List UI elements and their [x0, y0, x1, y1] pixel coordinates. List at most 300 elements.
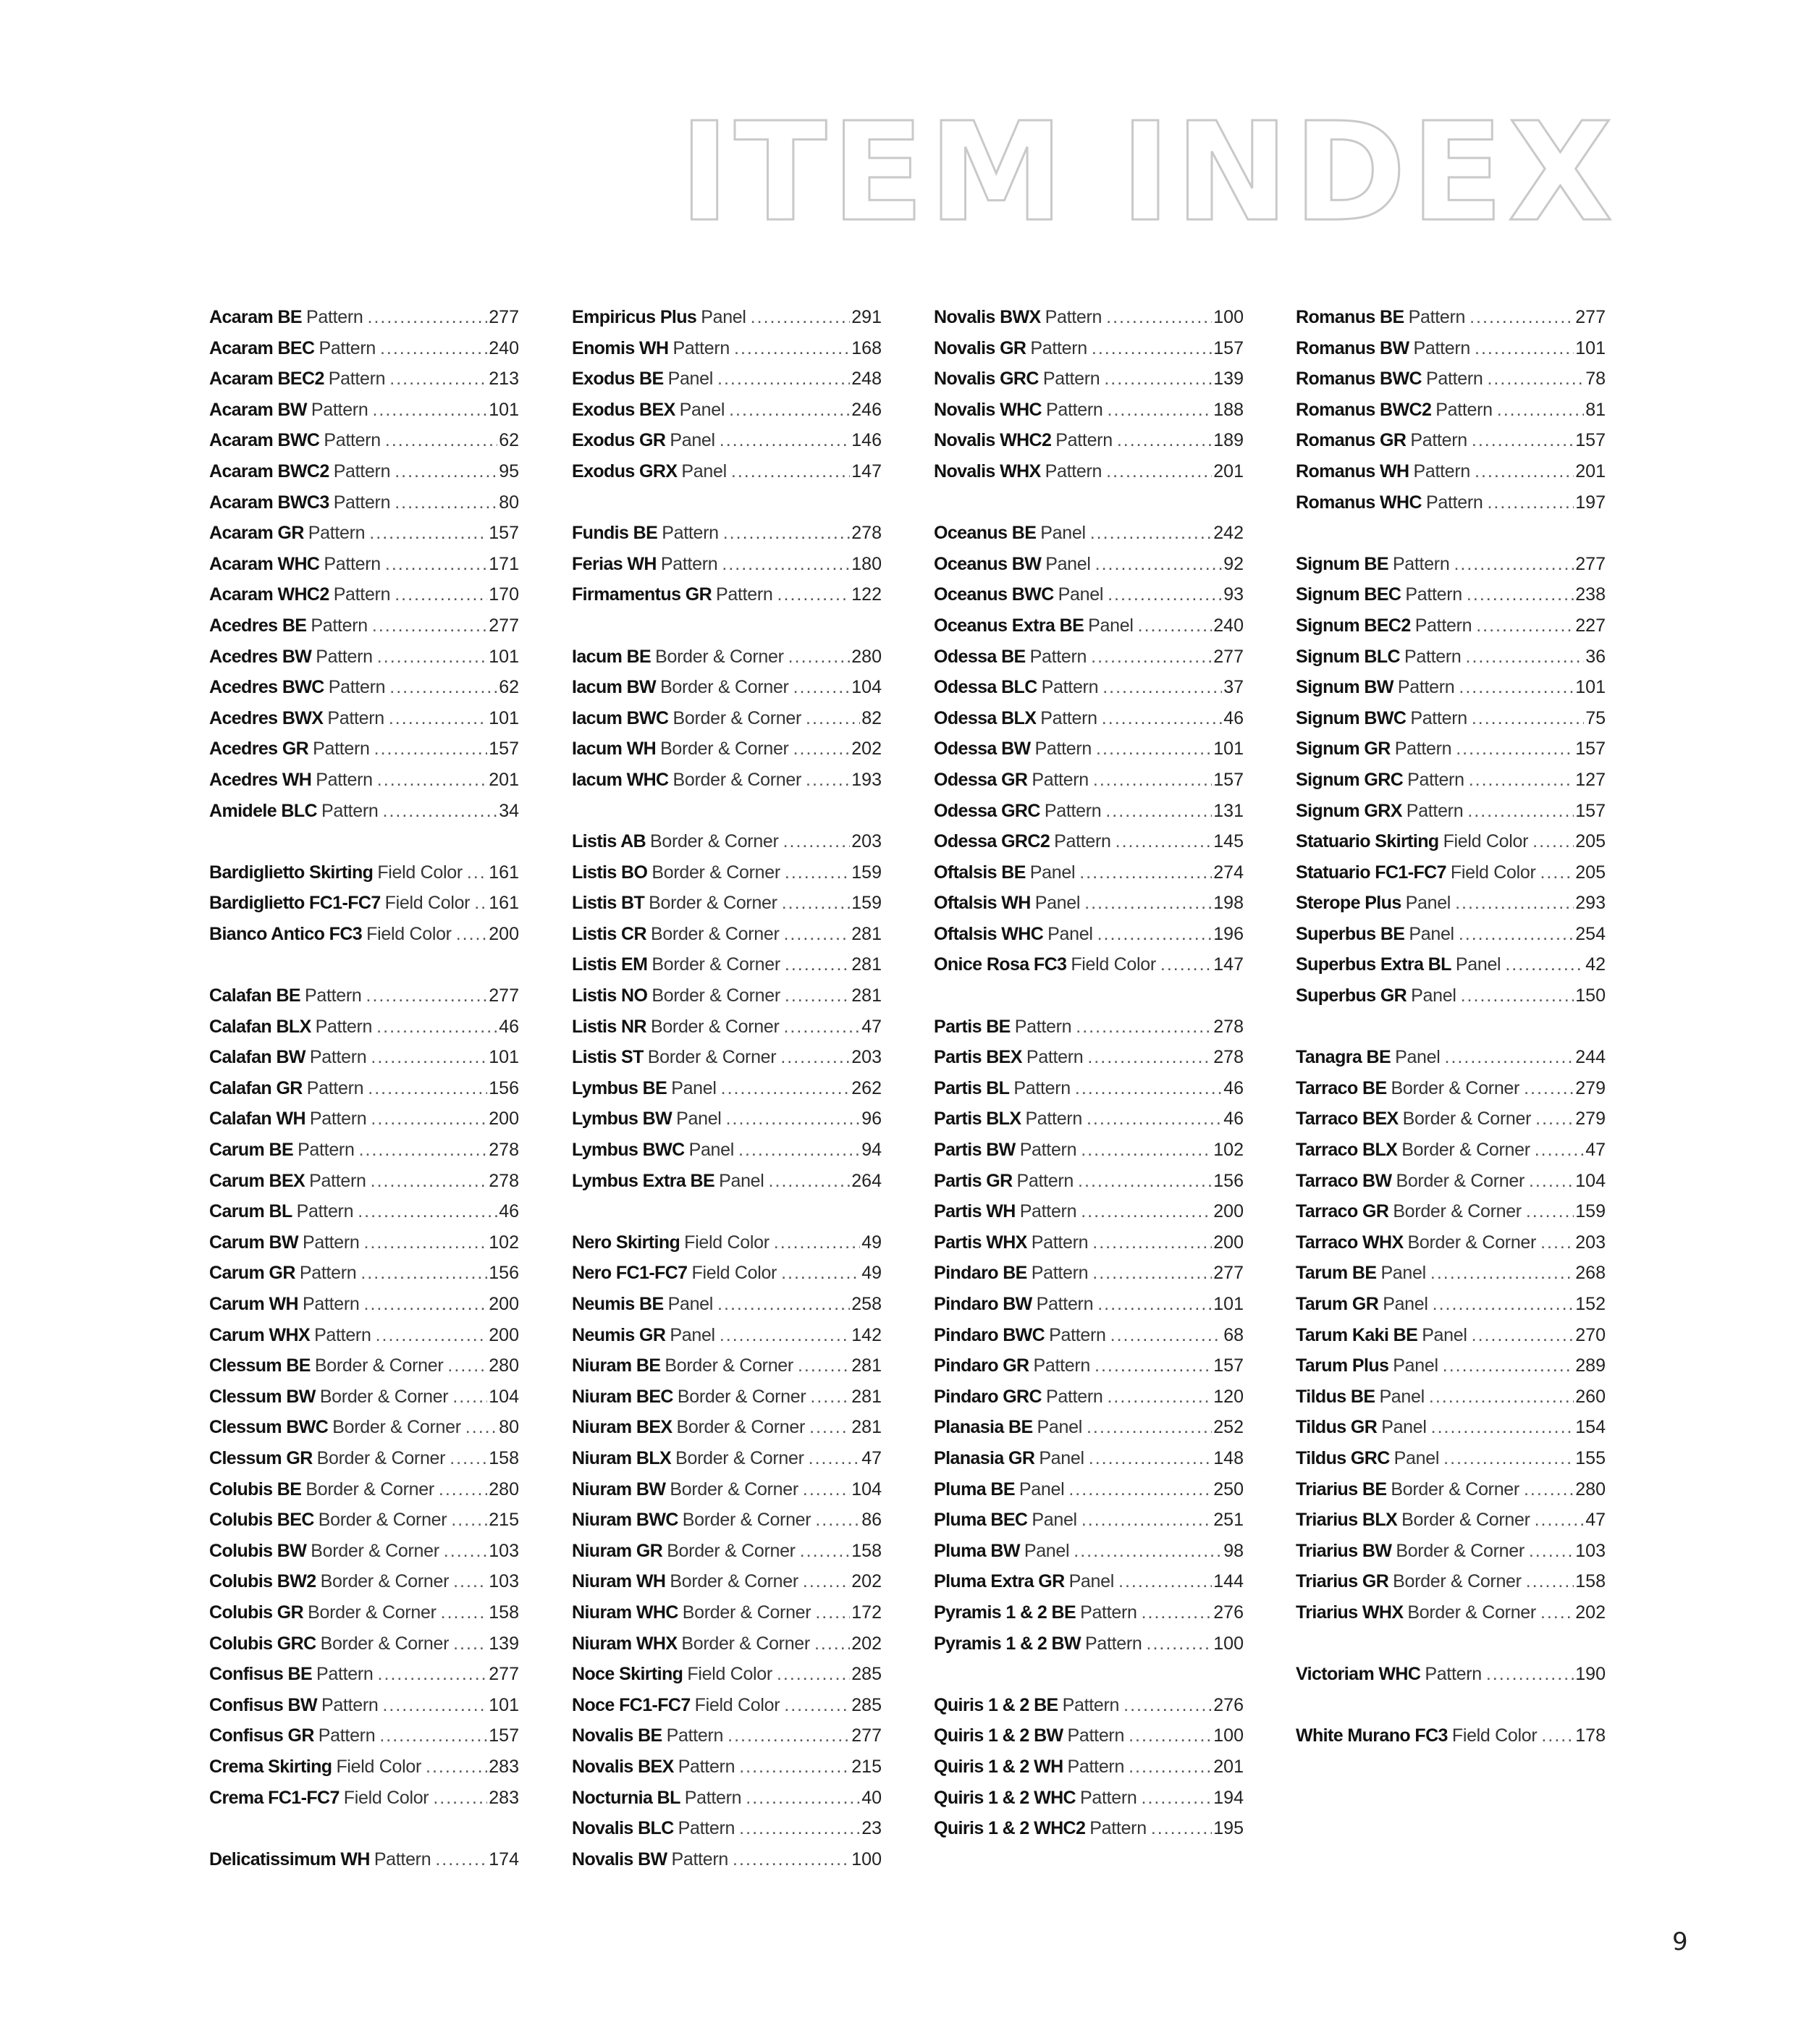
entry-name: Tildus GR [1296, 1417, 1378, 1438]
dot-leader [809, 1417, 850, 1438]
entry-type: Panel [1455, 954, 1501, 975]
entry-type: Pattern [1394, 739, 1452, 760]
entry-name: Neumis GR [572, 1324, 666, 1345]
entry-page: 203 [1575, 1232, 1606, 1253]
entry-page: 157 [1575, 800, 1606, 821]
entry-page: 156 [1213, 1170, 1244, 1191]
index-entry [572, 1448, 882, 1479]
dot-leader [785, 954, 850, 975]
index-entry [209, 893, 519, 924]
entry-page: 104 [851, 677, 882, 698]
entry-name: Oceanus BE [934, 523, 1037, 544]
entry-page: 279 [1575, 1077, 1606, 1098]
index-entry [934, 862, 1244, 893]
index-entry [209, 369, 519, 400]
index-entry [572, 1263, 882, 1294]
index-entry [934, 615, 1244, 647]
index-entry [934, 1448, 1244, 1479]
entry-type: Pattern [1031, 1232, 1089, 1253]
dot-leader [369, 523, 487, 544]
entry-type: Border & Corner [677, 1386, 806, 1407]
index-entry [209, 1541, 519, 1572]
entry-type: Pattern [1405, 584, 1462, 605]
entry-name: Clessum GR [209, 1447, 313, 1468]
entry-page: 120 [1213, 1386, 1244, 1407]
index-group-spacer [572, 615, 882, 647]
entry-name: Novalis WHC [934, 399, 1042, 420]
dot-leader [1535, 1109, 1574, 1130]
entry-name: Bardiglietto Skirting [209, 862, 374, 883]
index-group-spacer [934, 985, 1244, 1017]
entry-name: Sterope Plus [1296, 893, 1401, 914]
entry-page: 193 [851, 769, 882, 790]
entry-page: 49 [861, 1263, 882, 1284]
index-entry [209, 430, 519, 461]
dot-leader [1074, 1541, 1222, 1562]
index-entry [1296, 924, 1606, 955]
entry-name: Tildus GRC [1296, 1447, 1390, 1468]
entry-type: Border & Corner [1396, 1540, 1525, 1561]
entry-page: 202 [851, 739, 882, 760]
entry-type: Border & Corner [1401, 1510, 1530, 1531]
entry-type: Pattern [374, 1849, 431, 1870]
entry-type: Border & Corner [652, 862, 780, 883]
dot-leader [444, 1541, 487, 1562]
entry-name: Triarius WHX [1296, 1602, 1404, 1623]
index-entry [209, 708, 519, 739]
index-entry [1296, 430, 1606, 461]
dot-leader [359, 1140, 488, 1161]
entry-page: 196 [1213, 923, 1244, 944]
index-group-spacer [1296, 523, 1606, 554]
dot-leader [782, 893, 851, 914]
index-entry [572, 770, 882, 801]
entry-type: Pattern [309, 1109, 367, 1130]
entry-type: Border & Corner [655, 646, 784, 667]
dot-leader [1091, 647, 1212, 668]
index-entry [572, 1602, 882, 1633]
entry-name: Niuram BWC [572, 1510, 678, 1531]
entry-page: 277 [1213, 646, 1244, 667]
entry-name: Confisus BE [209, 1664, 313, 1685]
index-entry [572, 523, 882, 554]
entry-type: Pattern [313, 739, 370, 760]
dot-leader [1092, 1232, 1212, 1253]
entry-page: 277 [489, 307, 519, 327]
entry-type: Border & Corner [314, 1355, 444, 1376]
entry-name: Niuram WH [572, 1571, 666, 1592]
index-entry [572, 1818, 882, 1849]
entry-name: Novalis BW [572, 1849, 667, 1870]
entry-page: 37 [1223, 677, 1244, 698]
index-entry [934, 1479, 1244, 1510]
entry-name: Firmamentus GR [572, 584, 712, 605]
entry-page: 205 [1575, 862, 1606, 883]
dot-leader [769, 1171, 851, 1192]
dot-leader [1532, 831, 1574, 852]
entry-page: 281 [851, 1355, 882, 1376]
entry-type: Pattern [1425, 492, 1483, 513]
index-group-spacer [209, 1818, 519, 1849]
entry-type: Field Color [343, 1787, 429, 1808]
index-entry [209, 1047, 519, 1078]
entry-type: Panel [676, 1109, 722, 1130]
index-entry [1296, 770, 1606, 801]
entry-page: 159 [851, 893, 882, 914]
entry-name: Triarius BW [1296, 1540, 1392, 1561]
entry-name: Romanus BWC2 [1296, 399, 1432, 420]
dot-leader [1445, 1047, 1574, 1068]
entry-type: Pattern [1019, 1140, 1077, 1161]
entry-name: Victoriam WHC [1296, 1664, 1421, 1685]
dot-leader [385, 430, 497, 451]
entry-type: Pattern [671, 1849, 729, 1870]
entry-type: Pattern [315, 1016, 373, 1037]
entry-name: Odessa BLC [934, 677, 1037, 698]
entry-name: Niuram WHC [572, 1602, 678, 1623]
entry-type: Border & Corner [676, 1417, 806, 1438]
dot-leader [751, 307, 851, 328]
entry-type: Pattern [1014, 1016, 1072, 1037]
entry-name: Niuram WHX [572, 1633, 678, 1654]
index-entry [1296, 862, 1606, 893]
entry-page: 240 [489, 337, 519, 358]
index-entry [1296, 1294, 1606, 1325]
entry-page: 147 [851, 460, 882, 481]
entry-page: 36 [1585, 646, 1606, 667]
index-entry [572, 831, 882, 862]
entry-page: 213 [489, 369, 519, 390]
index-entry [934, 924, 1244, 955]
entry-page: 127 [1575, 769, 1606, 790]
entry-type: Pattern [1016, 1170, 1074, 1191]
entry-page: 92 [1223, 553, 1244, 574]
entry-page: 202 [851, 1571, 882, 1592]
dot-leader [783, 831, 851, 852]
index-entry [1296, 1725, 1606, 1757]
entry-type: Pattern [321, 1694, 379, 1715]
index-entry [572, 1417, 882, 1448]
entry-type: Pattern [1041, 677, 1099, 698]
index-entry [572, 307, 882, 338]
index-entry [934, 1294, 1244, 1325]
index-entry [209, 1171, 519, 1202]
entry-type: Panel [688, 1140, 735, 1161]
entry-page: 40 [861, 1787, 882, 1808]
entry-name: Odessa GR [934, 769, 1028, 790]
entry-name: Clessum BWC [209, 1417, 329, 1438]
dot-leader [1087, 1047, 1212, 1068]
entry-page: 180 [851, 553, 882, 574]
entry-name: Planasia GR [934, 1447, 1035, 1468]
entry-type: Panel [1411, 985, 1456, 1006]
entry-name: Oceanus BWC [934, 584, 1054, 605]
index-entry [1296, 1109, 1606, 1140]
index-entry [572, 1078, 882, 1109]
entry-page: 278 [489, 1170, 519, 1191]
entry-name: Partis GR [934, 1170, 1013, 1191]
dot-leader [720, 430, 850, 451]
entry-name: Romanus WH [1296, 460, 1409, 481]
entry-name: Acaram BEC2 [209, 369, 324, 390]
dot-leader [382, 1695, 487, 1716]
index-entry [934, 1325, 1244, 1356]
entry-name: Exodus BEX [572, 399, 675, 420]
dot-leader [1476, 615, 1574, 636]
entry-type: Pattern [1407, 769, 1464, 790]
entry-type: Field Color [1450, 862, 1536, 883]
entry-type: Border & Corner [660, 677, 789, 698]
entry-type: Border & Corner [672, 707, 802, 728]
entry-page: 278 [851, 523, 882, 544]
entry-name: Crema FC1-FC7 [209, 1787, 340, 1808]
index-entry [934, 770, 1244, 801]
index-entry [209, 677, 519, 708]
entry-type: Pattern [1055, 430, 1113, 451]
entry-page: 260 [1575, 1386, 1606, 1407]
dot-leader [1430, 1263, 1574, 1284]
index-entry [934, 554, 1244, 585]
entry-name: Quiris 1 & 2 WHC [934, 1787, 1076, 1808]
index-entry [209, 1109, 519, 1140]
dot-leader [785, 985, 850, 1006]
entry-type: Pattern [1030, 337, 1087, 358]
index-entry [209, 584, 519, 615]
entry-name: Oceanus Extra BE [934, 615, 1084, 636]
index-entry [934, 1541, 1244, 1572]
dot-leader [734, 338, 850, 359]
entry-name: Acaram BWC3 [209, 492, 329, 513]
index-entry [209, 1849, 519, 1880]
dot-leader [739, 1818, 860, 1839]
entry-type: Pattern [1033, 1355, 1091, 1376]
entry-name: Oftalsis WH [934, 893, 1031, 914]
entry-name: Romanus BW [1296, 337, 1409, 358]
entry-page: 201 [1213, 1756, 1244, 1777]
entry-page: 161 [489, 862, 519, 883]
entry-name: Listis BT [572, 893, 645, 914]
dot-leader [1497, 400, 1584, 421]
dot-leader [395, 492, 497, 513]
entry-type: Pattern [1397, 677, 1455, 698]
index-entry [1296, 492, 1606, 523]
dot-leader [774, 1232, 860, 1253]
entry-page: 102 [489, 1232, 519, 1253]
entry-name: Colubis GR [209, 1602, 304, 1623]
entry-name: Niuram GR [572, 1540, 663, 1561]
entry-type: Border & Corner [670, 1479, 798, 1500]
dot-leader [1151, 1818, 1212, 1839]
dot-leader [439, 1479, 487, 1500]
entry-name: Nocturnia BL [572, 1787, 680, 1808]
dot-leader [364, 1294, 488, 1315]
entry-page: 161 [489, 893, 519, 914]
index-entry [934, 647, 1244, 678]
dot-leader [371, 1109, 487, 1130]
dot-leader [465, 1417, 497, 1438]
entry-page: 49 [861, 1232, 882, 1253]
index-entry [209, 1325, 519, 1356]
dot-leader [1129, 1725, 1212, 1746]
index-entry [1296, 584, 1606, 615]
dot-leader [1116, 831, 1213, 852]
page-number: 9 [1672, 1927, 1688, 1956]
entry-type: Panel [1029, 862, 1076, 883]
entry-page: 154 [1575, 1417, 1606, 1438]
entry-type: Border & Corner [1391, 1479, 1519, 1500]
index-entry [934, 400, 1244, 431]
entry-type: Field Color [691, 1263, 777, 1284]
entry-page: 276 [1213, 1602, 1244, 1623]
entry-page: 289 [1575, 1355, 1606, 1376]
entry-name: Partis BLX [934, 1109, 1021, 1130]
entry-name: Tarraco GR [1296, 1201, 1389, 1222]
entry-name: Statuario FC1-FC7 [1296, 862, 1446, 883]
entry-page: 201 [1575, 460, 1606, 481]
dot-leader [456, 924, 488, 945]
entry-page: 291 [851, 307, 882, 327]
dot-leader [372, 615, 487, 636]
index-entry [209, 1417, 519, 1448]
entry-type: Pattern [333, 584, 391, 605]
entry-type: Pattern [684, 1787, 742, 1808]
index-entry [572, 1664, 882, 1695]
index-entry [934, 1757, 1244, 1788]
entry-page: 34 [499, 800, 519, 821]
dot-leader [1108, 584, 1222, 605]
entry-type: Pattern [1049, 1324, 1106, 1345]
dot-leader [1081, 1510, 1212, 1531]
entry-page: 238 [1575, 584, 1606, 605]
index-entry [572, 1725, 882, 1757]
index-entry [1296, 893, 1606, 924]
index-entry [1296, 307, 1606, 338]
dot-leader [785, 862, 850, 883]
index-entry [572, 1633, 882, 1665]
entry-name: Novalis BWX [934, 307, 1041, 327]
dot-leader [372, 400, 487, 421]
index-entry [572, 1571, 882, 1602]
entry-type: Border & Corner [652, 985, 780, 1006]
index-group-spacer [1296, 1017, 1606, 1048]
entry-name: Iacum BW [572, 677, 657, 698]
entry-type: Panel [1019, 1479, 1065, 1500]
entry-name: Colubis GRC [209, 1633, 316, 1654]
entry-page: 188 [1213, 399, 1244, 420]
entry-name: Acedres BW [209, 646, 312, 667]
entry-name: Oceanus BW [934, 553, 1042, 574]
entry-page: 201 [1213, 460, 1244, 481]
entry-type: Pattern [319, 337, 376, 358]
index-entry [934, 430, 1244, 461]
entry-type: Pattern [1040, 707, 1097, 728]
entry-type: Pattern [1032, 769, 1089, 790]
entry-name: Odessa BE [934, 646, 1026, 667]
index-entry [1296, 1078, 1606, 1109]
entry-name: Tildus BE [1296, 1386, 1375, 1407]
dot-leader [1147, 1633, 1213, 1654]
entry-page: 158 [489, 1447, 519, 1468]
index-entry [934, 1818, 1244, 1849]
entry-type: Border & Corner [660, 739, 789, 760]
index-group-spacer [572, 492, 882, 523]
entry-name: Fundis BE [572, 523, 658, 544]
dot-leader [1467, 584, 1574, 605]
entry-page: 276 [1213, 1694, 1244, 1715]
dot-leader [1472, 708, 1584, 729]
entry-type: Pattern [1054, 831, 1111, 852]
entry-page: 278 [1213, 1047, 1244, 1068]
entry-name: Crema Skirting [209, 1756, 332, 1777]
entry-page: 157 [1213, 1355, 1244, 1376]
index-entry [934, 1602, 1244, 1633]
dot-leader [1108, 400, 1213, 421]
entry-type: Border & Corner [650, 1016, 780, 1037]
index-entry [934, 1171, 1244, 1202]
index-entry [209, 862, 519, 893]
entry-type: Field Color [684, 1232, 769, 1253]
dot-leader [777, 584, 851, 605]
index-entry [1296, 801, 1606, 832]
index-entry [1296, 677, 1606, 708]
entry-name: Novalis BEX [572, 1756, 674, 1777]
entry-page: 157 [489, 1725, 519, 1746]
entry-name: Pluma BE [934, 1479, 1015, 1500]
entry-type: Pattern [311, 615, 368, 636]
index-entry [209, 1788, 519, 1819]
index-entry [572, 647, 882, 678]
index-entry [209, 1479, 519, 1510]
dot-leader [800, 1541, 851, 1562]
entry-type: Pattern [1067, 1756, 1125, 1777]
entry-page: 101 [489, 1694, 519, 1715]
index-entry [934, 1355, 1244, 1387]
entry-name: Exodus GR [572, 430, 666, 451]
index-entry [1296, 1387, 1606, 1418]
entry-page: 104 [1575, 1170, 1606, 1191]
index-entry [572, 584, 882, 615]
index-entry [209, 1571, 519, 1602]
dot-leader [1466, 647, 1585, 668]
index-entry [1296, 1541, 1606, 1572]
entry-page: 280 [489, 1479, 519, 1500]
entry-page: 203 [851, 831, 882, 852]
entry-type: Pattern [1045, 307, 1102, 327]
entry-page: 80 [499, 1417, 519, 1438]
entry-page: 246 [851, 399, 882, 420]
dot-leader [1095, 554, 1223, 575]
index-group-spacer [1296, 1695, 1606, 1726]
entry-page: 283 [489, 1756, 519, 1777]
dot-leader [377, 770, 487, 791]
index-group-spacer [572, 1201, 882, 1232]
entry-type: Border & Corner [682, 1510, 811, 1531]
entry-type: Pattern [1080, 1602, 1137, 1623]
index-entry [572, 1541, 882, 1572]
dot-leader [1540, 1232, 1574, 1253]
entry-type: Border & Corner [320, 1633, 450, 1654]
entry-page: 47 [1585, 1140, 1606, 1161]
entry-page: 139 [1213, 369, 1244, 390]
entry-type: Pattern [1029, 646, 1087, 667]
index-entry [1296, 1325, 1606, 1356]
entry-page: 86 [861, 1510, 882, 1531]
index-entry [572, 1479, 882, 1510]
dot-leader [1107, 1387, 1212, 1408]
dot-leader [426, 1757, 487, 1778]
entry-page: 102 [1213, 1140, 1244, 1161]
entry-name: Clessum BE [209, 1355, 311, 1376]
